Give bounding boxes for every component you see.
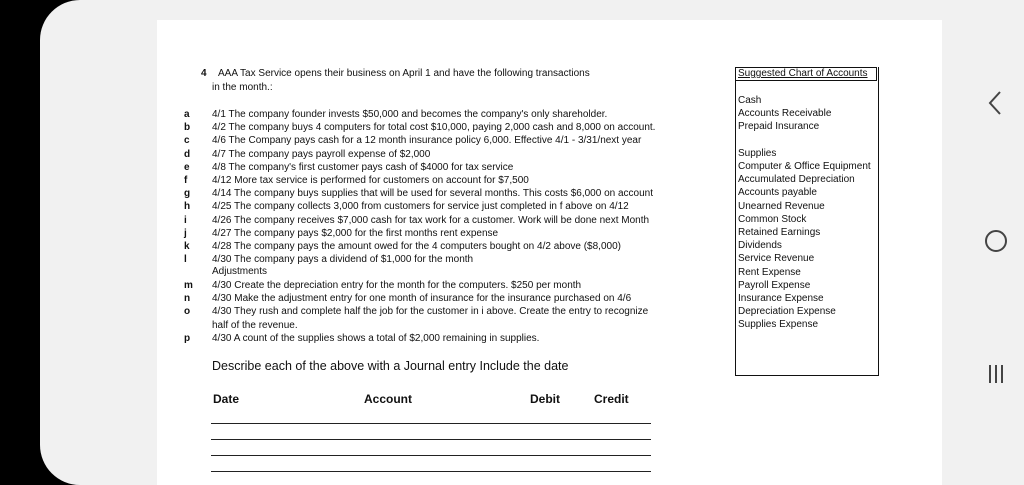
problem-intro-line1: AAA Tax Service opens their business on April 1 and have the following transactions	[218, 68, 590, 79]
account-item: Prepaid Insurance	[738, 121, 820, 133]
account-item: Depreciation Expense	[738, 306, 836, 318]
account-item: Accounts payable	[738, 187, 817, 199]
adjustment-text: 4/30 They rush and complete half the job for the customer in i above. Create the entry to recognize	[212, 306, 649, 318]
item-letter: i	[184, 214, 187, 226]
journal-header-debit: Debit	[530, 392, 560, 406]
item-text: 4/2 The company buys 4 computers for total cost $10,000, paying 2,000 cash and 8,000 on account.	[212, 122, 656, 134]
journal-line	[211, 439, 651, 440]
chart-of-accounts-title: Suggested Chart of Accounts	[735, 67, 877, 81]
home-circle-icon	[981, 226, 1011, 256]
item-letter: l	[184, 254, 187, 266]
instruction-text: Describe each of the above with a Journal entry Include the date	[212, 359, 569, 373]
back-button[interactable]	[968, 88, 1024, 124]
item-letter: b	[184, 122, 191, 134]
journal-line	[211, 423, 651, 424]
item-text: 4/25 The company collects 3,000 from customers for service just completed in f above on 4/12	[212, 201, 629, 213]
home-button[interactable]	[968, 226, 1024, 260]
item-text: 4/1 The company founder invests $50,000 and becomes the company's only shareholder.	[212, 109, 608, 120]
item-text: 4/26 The company receives $7,000 cash for tax work for a customer. Work will be done next Month	[212, 214, 650, 226]
item-text: 4/7 The company pays payroll expense of $2,000	[212, 148, 431, 160]
recents-button[interactable]	[968, 362, 1024, 396]
item-letter: d	[184, 148, 191, 160]
account-item: Accumulated Depreciation	[738, 174, 855, 186]
item-letter: g	[184, 188, 191, 200]
account-item: Accounts Receivable	[738, 108, 832, 120]
account-item: Insurance Expense	[738, 293, 824, 304]
item-text: 4/27 The company pays $2,000 for the first months rent expense	[212, 227, 499, 239]
chevron-left-icon	[986, 88, 1006, 118]
journal-line	[211, 455, 651, 456]
journal-line	[211, 471, 651, 472]
account-item: Unearned Revenue	[738, 200, 825, 212]
document-page	[157, 20, 942, 485]
journal-header-credit: Credit	[594, 392, 629, 406]
item-letter: f	[184, 175, 188, 186]
item-letter: n	[184, 293, 191, 305]
account-item: Retained Earnings	[738, 227, 821, 238]
item-text: 4/8 The company's first customer pays cash of $4000 for tax service	[212, 161, 514, 173]
item-letter: e	[184, 161, 190, 173]
item-text: 4/30 The company pays a dividend of $1,000 for the month	[212, 254, 474, 266]
item-letter: p	[184, 332, 191, 344]
adjustment-text: 4/30 Make the adjustment entry for one month of insurance for the insurance purchased on 4/6	[212, 293, 632, 305]
item-letter: m	[184, 280, 193, 291]
account-item: Supplies	[738, 147, 777, 159]
account-item: Payroll Expense	[738, 279, 811, 291]
recents-bars-icon	[984, 362, 1008, 386]
account-item: Common Stock	[738, 213, 807, 225]
screen-background	[40, 0, 968, 485]
account-item: Cash	[738, 95, 762, 106]
item-letter: c	[184, 135, 190, 147]
adjustment-text: half of the revenue.	[212, 319, 298, 331]
adjustment-text: 4/30 Create the depreciation entry for the month for the computers. $250 per month	[212, 280, 582, 291]
account-item: Supplies Expense	[738, 319, 819, 331]
item-letter: k	[184, 241, 190, 252]
journal-header-date: Date	[213, 392, 240, 406]
item-text: 4/14 The company buys supplies that will be used for several months. This costs $6,000 on account	[212, 188, 653, 200]
item-letter: h	[184, 201, 191, 213]
item-text: 4/6 The Company pays cash for a 12 month insurance policy 6,000. Effective 4/1 - 3/31/next year	[212, 135, 642, 147]
account-item: Service Revenue	[738, 253, 815, 265]
problem-number: 4	[201, 68, 207, 79]
account-item: Dividends	[738, 240, 782, 252]
item-text: 4/28 The company pays the amount owed for the 4 computers bought on 4/2 above ($8,000)	[212, 241, 621, 252]
account-item: Rent Expense	[738, 266, 801, 278]
item-letter: j	[184, 227, 187, 239]
navigation-bar	[968, 0, 1024, 485]
journal-header-account: Account	[364, 392, 412, 406]
problem-intro-line2: in the month.:	[212, 82, 273, 93]
item-letter: a	[184, 109, 190, 120]
adjustment-text: 4/30 A count of the supplies shows a total of $2,000 remaining in supplies.	[212, 332, 540, 344]
item-letter: o	[184, 306, 191, 318]
item-text: 4/12 More tax service is performed for customers on account for $7,500	[212, 175, 529, 186]
adjustments-label: Adjustments	[212, 266, 268, 277]
account-item: Computer & Office Equipment	[738, 161, 871, 172]
